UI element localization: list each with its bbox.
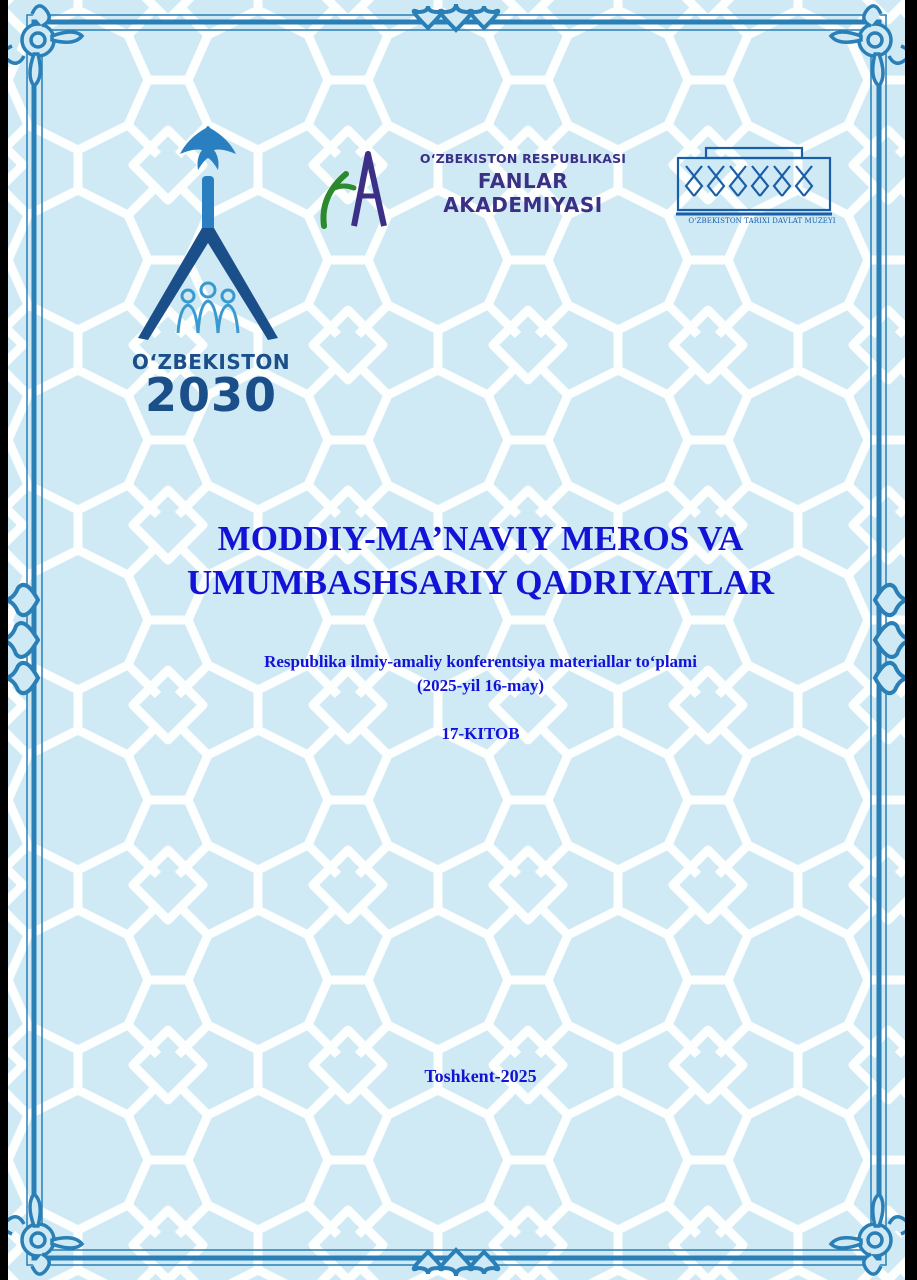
place-year: Toshkent-2025: [424, 1066, 537, 1086]
uzbekistan-2030-word: O‘ZBEKISTON: [131, 350, 291, 374]
uzbekistan-2030-logo-icon: [118, 118, 298, 353]
title-line-2: UMUMBASHSARIY QADRIYATLAR: [187, 563, 774, 602]
academy-logo-icon: [316, 148, 396, 230]
academy-line1: O‘ZBEKISTON RESPUBLIKASI: [419, 151, 627, 166]
uzbekistan-2030-year: 2030: [144, 368, 278, 422]
academy-line2: FANLAR: [477, 169, 569, 193]
book-number: 17-KITOB: [441, 724, 520, 743]
title-line-1: MODDIY-MA’NAVIY MEROS VA: [217, 519, 744, 558]
cover-page: [8, 0, 905, 1280]
museum-caption: O‘ZBEKISTON TARIXI DAVLAT MUZEYI: [688, 217, 836, 225]
academy-line3: AKADEMIYASI: [443, 193, 603, 217]
subtitle-line-1: Respublika ilmiy-amaliy konferentsiya materiallar to‘plami: [264, 652, 697, 671]
museum-logo-icon: [676, 146, 832, 216]
academy-name: [413, 151, 633, 217]
subtitle-line-2: (2025-yil 16-may): [416, 676, 544, 695]
